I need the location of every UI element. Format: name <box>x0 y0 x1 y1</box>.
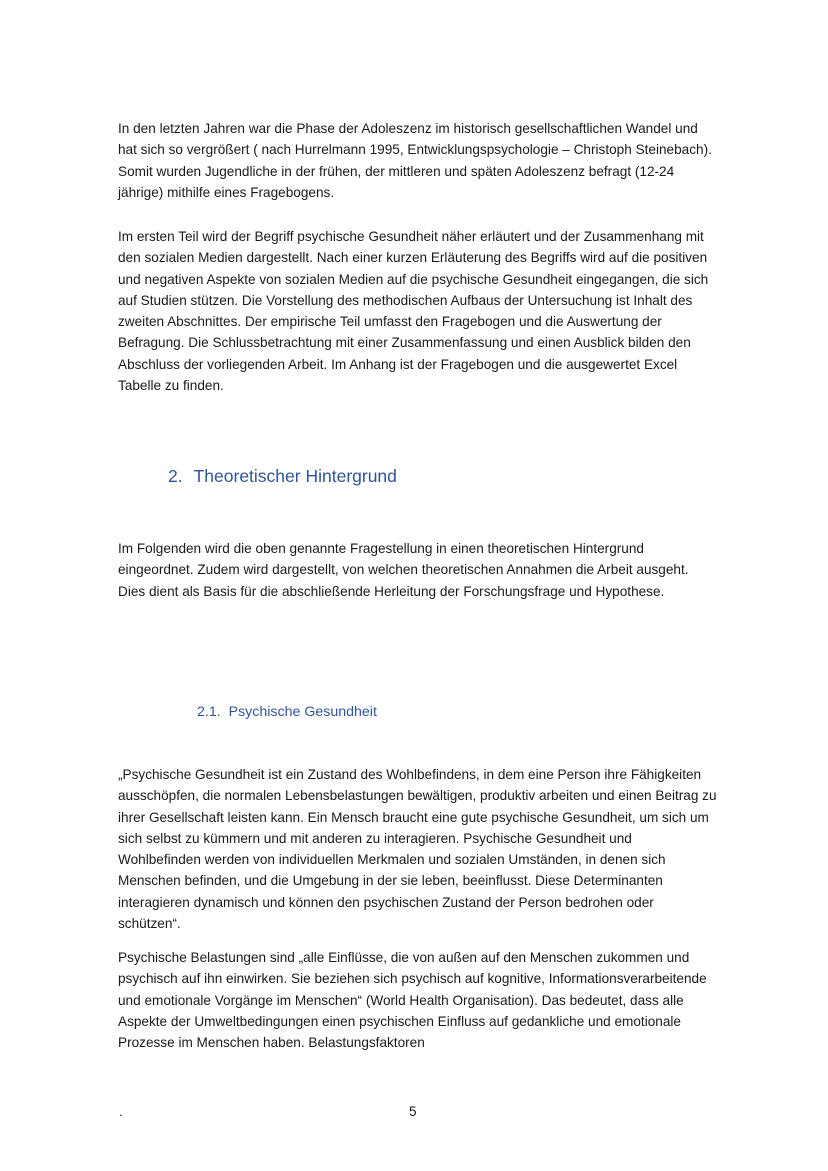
paragraph-theory-intro: Im Folgenden wird die oben genannte Fragestellung in einen theoretischen Hintergrund eingeordnet. Zudem wird dargestellt, von welchen theoretischen Annahmen die Arbeit ausgeht. Dies dient als Basis für die abschließende Herleitung der Forschungsfrage und Hypothese. <box>118 541 689 599</box>
section-number: 2. <box>168 466 183 486</box>
subsection-heading-mental-health <box>197 704 377 720</box>
subsection-title: Psychische Gesundheit <box>228 704 377 720</box>
paragraph-who-definition-quote: „Psychische Gesundheit ist ein Zustand des Wohlbefindens, in dem eine Person ihre Fähigkeiten ausschöpfen, die normalen Lebensbelastungen bewältigen, produktiv arbeiten und einen Beitrag zu ihrer Gesellschaft leisten kann. Ein Mensch braucht eine gute psychische Gesundheit, um sich um sich selbst zu kümmern und mit anderen zu interagieren. Psychische Gesundheit und Wohlbefinden werden von individuellen Merkmalen und sozialen Umständen, in denen sich Menschen befinden, und die Umgebung in der sie leben, beeinflusst. Diese Determinanten interagieren dynamisch und können den psychischen Zustand der Person bedrohen oder schützen“. <box>118 767 717 932</box>
section-title: Theoretischer Hintergrund <box>193 466 397 486</box>
section-heading-theoretical-background <box>168 466 397 487</box>
page-number: 5 <box>409 1104 417 1119</box>
paragraph-psychological-stress: Psychische Belastungen sind „alle Einflüsse, die von außen auf den Menschen zukommen und psychisch auf ihn einwirken. Sie beziehen sich psychisch auf kognitive, Informationsverarbeitende und emotionale Vorgänge im Menschen“ (World Health Organisation). Das bedeutet, dass alle Aspekte der Umweltbedingungen einen psychischen Einfluss auf gedankliche und emotionale Prozesse im Menschen haben. Belastungsfaktoren <box>118 950 707 1051</box>
footer-marker: . <box>119 1104 123 1119</box>
paragraph-structure-overview: Im ersten Teil wird der Begriff psychische Gesundheit näher erläutert und der Zusammenhang mit den sozialen Medien dargestellt. Nach einer kurzen Erläuterung des Begriffs wird auf die positiven und negativen Aspekte von sozialen Medien auf die psychische Gesundheit eingegangen, die sich auf Studien stützen. Die Vorstellung des methodischen Aufbaus der Untersuchung ist Inhalt des zweiten Abschnittes. Der empirische Teil umfasst den Fragebogen und die Auswertung der Befragung. Die Schlussbetrachtung mit einer Zusammenfassung und einen Ausblick bilden den Abschluss der vorliegenden Arbeit. Im Anhang ist der Fragebogen und die ausgewertet Excel Tabelle zu finden. <box>118 229 709 394</box>
paragraph-intro-adolescence: In den letzten Jahren war die Phase der Adoleszenz im historisch gesellschaftlichen Wandel und hat sich so vergrößert ( nach Hurrelmann 1995, Entwicklungspsychologie – Christoph Steinebach). Somit wurden Jugendliche in der frühen, der mittleren und späten Adoleszenz befragt (12-24 jährige) mithilfe eines Fragebogens. <box>118 121 712 200</box>
subsection-number: 2.1. <box>197 704 221 720</box>
